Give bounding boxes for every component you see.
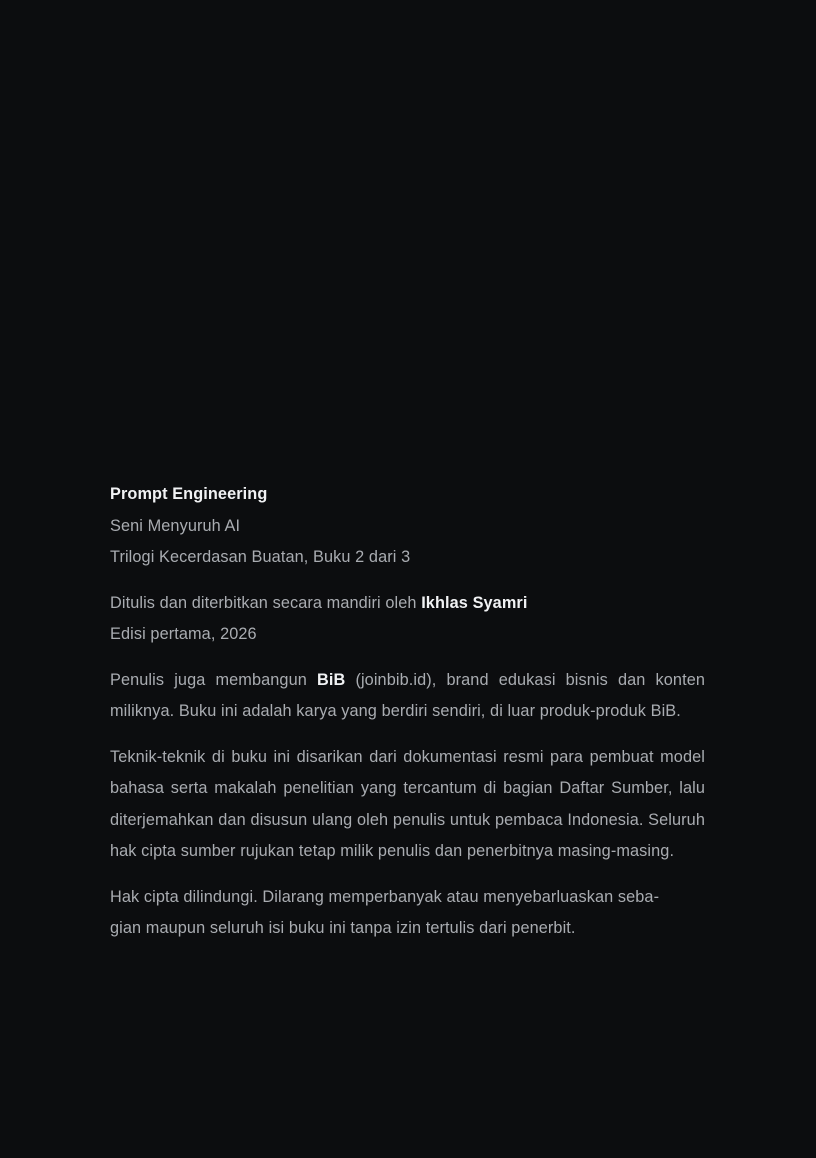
- edition-line: Edisi pertama, 2026: [110, 625, 257, 643]
- book-subtitle: Seni Menyuruh AI: [110, 516, 241, 535]
- title-block: [110, 479, 705, 574]
- copyright-paragraph: [110, 882, 705, 945]
- copyright-imprint: [110, 479, 705, 959]
- publication-block: [110, 588, 705, 651]
- publisher-prefix: Ditulis dan diterbitkan secara mandiri oleh: [110, 593, 422, 612]
- author-name: Ikhlas Syamri: [421, 593, 528, 612]
- series-info: Trilogi Kecerdasan Buatan, Buku 2 dari 3: [110, 548, 411, 566]
- brand-prefix: Penulis juga membangun: [110, 670, 317, 689]
- publisher-line: [110, 588, 705, 620]
- brand-name: BiB: [317, 670, 346, 689]
- sources-paragraph: Teknik-teknik di buku ini disarikan dari dokumentasi resmi para pembuat model bahasa serta makalah penelitian yang tercantum di bagian Daftar Sumber, lalu diterjemahkan dan disusun ulang oleh penulis untuk pembaca Indonesia. Seluruh hak cipta sumber rujukan tetap milik penulis dan penerbitnya masing-masing.: [110, 747, 705, 860]
- copyright-line-1: Hak cipta dilindungi. Dilarang memperbanyak atau menyebarluaskan seba-: [110, 887, 660, 906]
- copyright-line-2: gian maupun seluruh isi buku ini tanpa izin tertulis dari penerbit.: [110, 919, 576, 937]
- brand-paragraph: [110, 665, 705, 728]
- brand-suffix: (joinbib.id), brand edukasi bisnis dan konten miliknya. Buku ini adalah karya yang berdiri sendiri, di luar produk-produk BiB.: [110, 670, 706, 720]
- book-title: Prompt Engineering: [110, 485, 268, 503]
